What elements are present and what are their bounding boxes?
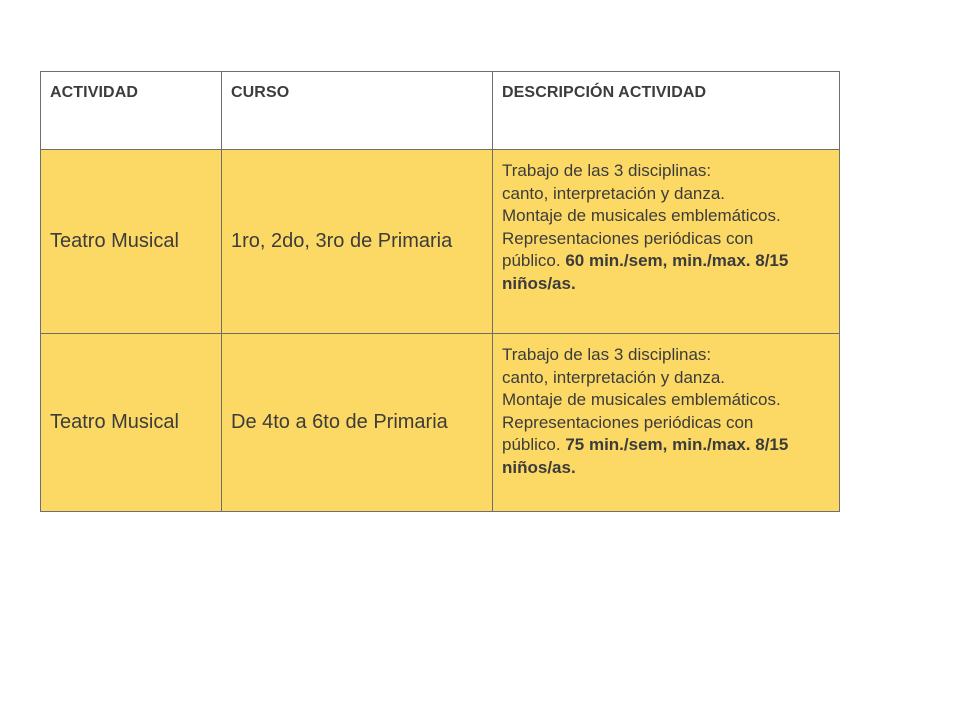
cell-descripcion [493, 150, 840, 334]
table-row [41, 150, 840, 334]
desc-line: Representaciones periódicas con [502, 228, 754, 248]
desc-audience: niños/as. [502, 457, 576, 477]
desc-line-mixed [502, 434, 830, 457]
header-actividad: ACTIVIDAD [41, 72, 222, 150]
desc-line: canto, interpretación y danza. [502, 367, 726, 387]
desc-text: público. [502, 251, 566, 270]
desc-line: Representaciones periódicas con [502, 412, 754, 432]
desc-line: Trabajo de las 3 disciplinas: [502, 161, 712, 180]
table-row [41, 334, 840, 512]
desc-line: Trabajo de las 3 disciplinas: [502, 345, 712, 364]
cell-curso: 1ro, 2do, 3ro de Primaria [222, 150, 493, 334]
table-header-row [41, 72, 840, 150]
desc-line: canto, interpretación y danza. [502, 183, 726, 203]
activity-table [40, 71, 840, 512]
cell-actividad: Teatro Musical [41, 150, 222, 334]
desc-duration: 60 min./sem, min./max. 8/15 [565, 251, 789, 270]
desc-line-mixed [502, 250, 830, 273]
cell-curso: De 4to a 6to de Primaria [222, 334, 493, 512]
header-curso: CURSO [222, 72, 493, 150]
desc-duration: 75 min./sem, min./max. 8/15 [565, 435, 789, 454]
cell-descripcion [493, 334, 840, 512]
desc-text: público. [502, 435, 566, 454]
cell-actividad: Teatro Musical [41, 334, 222, 512]
desc-line: Montaje de musicales emblemáticos. [502, 390, 781, 409]
desc-audience: niños/as. [502, 273, 576, 293]
desc-line: Montaje de musicales emblemáticos. [502, 206, 781, 225]
header-descripcion: DESCRIPCIÓN ACTIVIDAD [493, 72, 840, 150]
